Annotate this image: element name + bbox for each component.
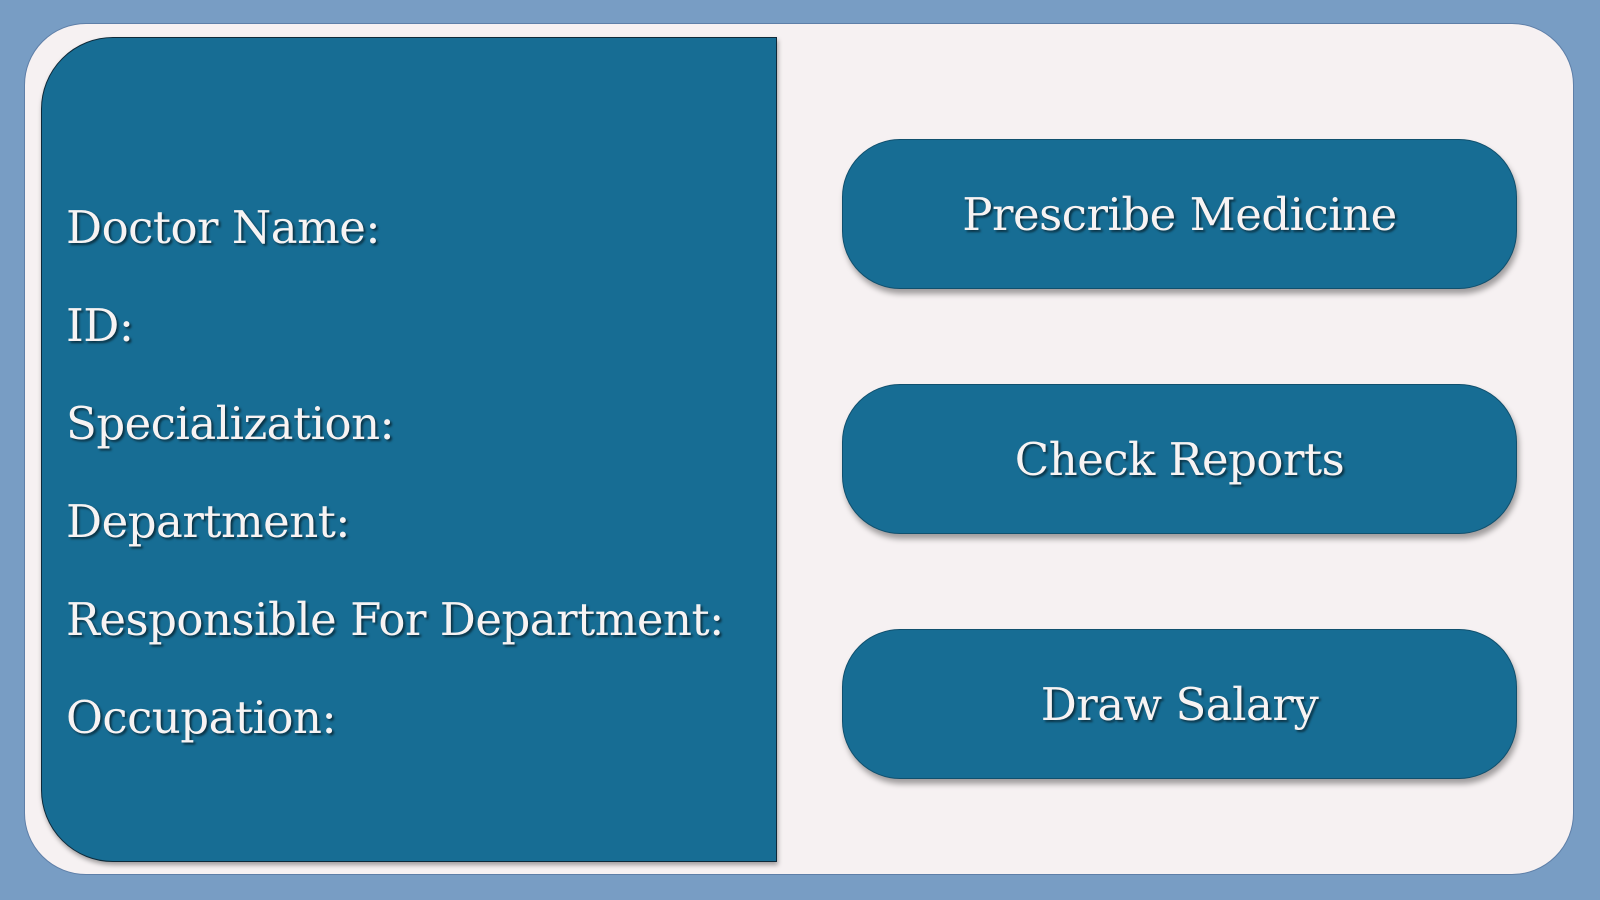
prescribe-medicine-button[interactable]: Prescribe Medicine [842,139,1517,289]
occupation-label: Occupation: [66,691,337,744]
doctor-name-label: Doctor Name: [66,201,381,254]
department-label: Department: [66,495,350,548]
draw-salary-button[interactable]: Draw Salary [842,629,1517,779]
specialization-label: Specialization: [66,397,395,450]
check-reports-button[interactable]: Check Reports [842,384,1517,534]
responsible-for-department-label: Responsible For Department: [66,593,724,646]
id-label: ID: [66,299,134,352]
